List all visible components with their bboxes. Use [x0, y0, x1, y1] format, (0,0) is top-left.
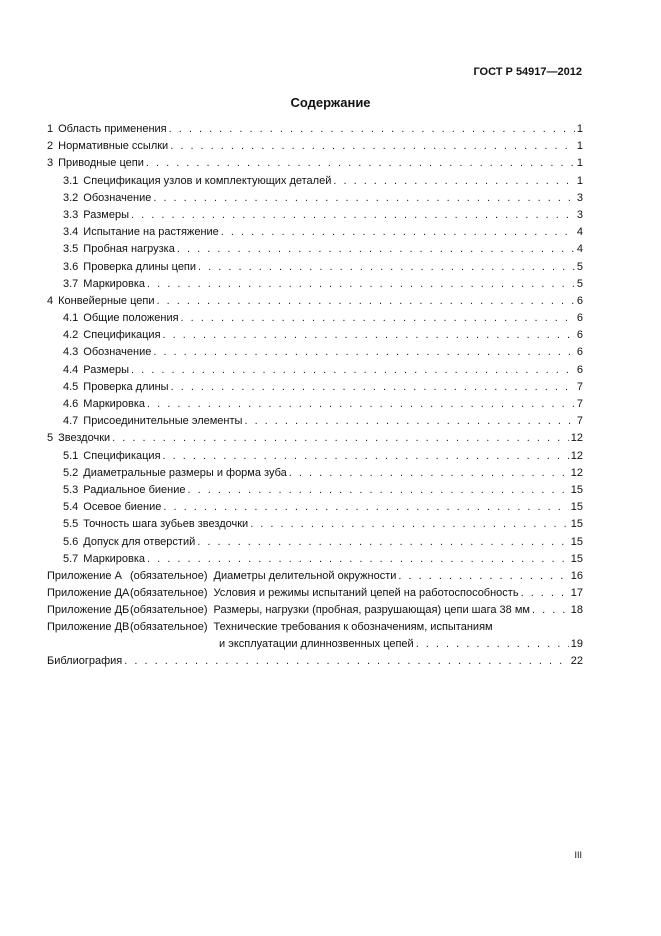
page-number: 7: [576, 415, 583, 428]
toc-entry[interactable]: [47, 138, 583, 155]
leader-dots: [124, 653, 569, 670]
document-standard-number: ГОСТ Р 54917—2012: [473, 66, 582, 78]
toc-entry-title: Область применения: [58, 123, 167, 135]
page-number: 6: [576, 294, 583, 307]
toc-entry-title: Нормативные ссылки: [58, 140, 169, 153]
page-number: 15: [570, 535, 583, 548]
toc-entry[interactable]: [47, 173, 583, 190]
toc-entry-title: Спецификация узлов и комплектующих деталей: [83, 174, 332, 187]
appendix-label: Приложение А: [47, 569, 122, 582]
bibliography-title: Библиография: [47, 655, 123, 668]
toc-entry-title: Присоединительные элементы: [83, 415, 243, 428]
leader-dots: [170, 138, 575, 155]
toc-entry-number: 3.3: [63, 208, 79, 221]
toc-entry-title: Размеры: [83, 363, 130, 376]
leader-dots: [171, 379, 575, 396]
toc-entry[interactable]: [47, 241, 583, 258]
toc-entry-title: Допуск для отверстий: [83, 535, 196, 548]
page-number: 1: [576, 174, 583, 187]
leader-dots: [181, 310, 575, 327]
page-number: 6: [576, 363, 583, 376]
leader-dots: [146, 155, 575, 172]
page-number: 1: [576, 157, 583, 170]
toc-entry[interactable]: [47, 430, 583, 447]
leader-dots: [112, 430, 569, 447]
toc-entry-number: 3.4: [63, 226, 79, 239]
toc-appendix[interactable]: [47, 585, 583, 602]
page-number: 4: [576, 243, 583, 256]
leader-dots: [153, 344, 575, 361]
appendix-label: Приложение ДБ: [47, 604, 130, 617]
toc-entry-number: 3: [47, 157, 54, 170]
toc-entry-title: Осевое биение: [83, 501, 162, 514]
toc-entry-number: 4.4: [63, 363, 79, 376]
toc-entry[interactable]: [47, 155, 583, 172]
toc-sections: [47, 121, 583, 568]
toc-entry-title: Спецификация: [83, 449, 161, 462]
toc-entry-number: 4.5: [63, 380, 79, 393]
leader-dots: [177, 241, 575, 258]
appendix-title: Размеры, нагрузки (пробная, разрушающая) цепи шага 38 мм: [213, 604, 530, 617]
toc-entry-title: Радиальное биение: [83, 483, 186, 496]
leader-dots: [163, 327, 575, 344]
leader-dots: [289, 465, 569, 482]
appendix-label: Приложение ДВ: [47, 621, 130, 634]
toc-entry-number: 3.1: [63, 174, 79, 187]
toc-entry-number: 5.1: [63, 449, 79, 462]
toc-entry-title: Общие положения: [83, 312, 179, 325]
appendix-label: Приложение ДА: [47, 587, 130, 600]
toc-entry-number: 5: [47, 432, 54, 445]
toc-entry[interactable]: [47, 534, 583, 551]
toc-entry-title: Пробная нагрузка: [83, 243, 175, 256]
leader-dots: [147, 396, 575, 413]
toc-entry-number: 3.6: [63, 260, 79, 273]
toc-entry-number: 2: [47, 140, 54, 153]
appendix-status: (обязательное): [130, 621, 208, 634]
toc-entry[interactable]: [47, 551, 583, 568]
toc-entry-title: Проверка длины цепи: [83, 260, 197, 273]
leader-dots: [198, 259, 575, 276]
page-number: 22: [570, 655, 583, 668]
page-number: 15: [570, 483, 583, 496]
leader-dots: [416, 636, 569, 653]
toc-entry-title: Испытание на растяжение: [83, 226, 219, 239]
toc-entry-title: Размеры: [83, 208, 130, 221]
page-number: 19: [570, 638, 583, 651]
leader-dots: [398, 568, 568, 585]
toc-entry[interactable]: [47, 207, 583, 224]
toc-entry-title: Диаметральные размеры и форма зуба: [83, 466, 287, 479]
toc-entry[interactable]: [47, 310, 583, 327]
leader-dots: [197, 534, 569, 551]
toc-entry-title: Точность шага зубьев звездочки: [83, 518, 249, 531]
leader-dots: [532, 602, 569, 619]
toc-entry[interactable]: [47, 190, 583, 207]
toc-entry-title: Приводные цепи: [58, 157, 144, 170]
leader-dots: [131, 362, 575, 379]
toc-entry[interactable]: [47, 396, 583, 413]
toc-entry-number: 4.6: [63, 398, 79, 410]
toc-entry-number: 4: [47, 294, 54, 307]
toc-entry[interactable]: [47, 276, 583, 293]
table-of-contents: [47, 121, 583, 671]
toc-entry-number: 5.5: [63, 518, 79, 531]
leader-dots: [163, 499, 568, 516]
toc-entry-number: 3.5: [63, 243, 79, 256]
leader-dots: [333, 173, 575, 190]
page-number: 7: [576, 398, 583, 410]
leader-dots: [147, 276, 575, 293]
leader-dots: [244, 413, 574, 430]
page-number: 6: [576, 312, 583, 325]
leader-dots: [163, 448, 569, 465]
toc-entry-title: Проверка длины: [83, 380, 169, 393]
page-number: 12: [570, 432, 583, 445]
page-number: 15: [570, 501, 583, 514]
page-number: 4: [576, 226, 583, 239]
toc-entry[interactable]: [47, 413, 583, 430]
toc-entry-number: 3.7: [63, 277, 79, 290]
page-number: 3: [576, 191, 583, 204]
leader-dots: [131, 207, 575, 224]
page-number: 3: [576, 208, 583, 221]
page-number: 5: [576, 260, 583, 273]
toc-entry-number: 4.1: [63, 312, 79, 325]
leader-dots: [169, 121, 575, 138]
toc-entry[interactable]: [47, 482, 583, 499]
leader-dots: [221, 224, 575, 241]
page-number: 18: [570, 604, 583, 617]
page-number: 6: [576, 346, 583, 359]
toc-entry[interactable]: [47, 259, 583, 276]
toc-entry[interactable]: [47, 362, 583, 379]
page-number: 15: [570, 552, 583, 565]
leader-dots: [250, 516, 569, 533]
toc-entry-title: Маркировка: [83, 277, 146, 290]
toc-entry[interactable]: [47, 379, 583, 396]
leader-dots: [153, 190, 575, 207]
toc-entry-title: Обозначение: [83, 346, 152, 359]
toc-entry-title: Конвейерные цепи: [58, 294, 155, 307]
appendix-title: Диаметры делительной окружности: [213, 569, 397, 582]
leader-dots: [147, 551, 569, 568]
page-number: 7: [576, 380, 583, 393]
toc-entry-number: 5.2: [63, 466, 79, 479]
page-title: Содержание: [290, 95, 371, 110]
page-number: 5: [576, 277, 583, 290]
leader-dots: [157, 293, 575, 310]
toc-appendix[interactable]: [47, 602, 583, 619]
toc-entry-number: 4.7: [63, 415, 79, 428]
leader-dots: [187, 482, 568, 499]
toc-entry-title: Спецификация: [83, 329, 161, 342]
toc-entry-number: 5.7: [63, 552, 79, 565]
leader-dots: [521, 585, 569, 602]
appendix-status: (обязательное): [130, 569, 208, 582]
page-number: 6: [576, 329, 583, 342]
appendix-title: Условия и режимы испытаний цепей на работоспособность: [213, 587, 519, 600]
toc-entry[interactable]: [47, 224, 583, 241]
toc-entry-number: 1: [47, 123, 54, 135]
page-number: 1: [576, 140, 583, 153]
toc-entry-number: 5.6: [63, 535, 79, 548]
toc-entry[interactable]: [47, 121, 583, 138]
toc-appendix-dv[interactable]: [47, 619, 583, 653]
toc-entry-number: 5.3: [63, 483, 79, 496]
toc-entry[interactable]: [47, 516, 583, 533]
appendix-title-line2: и эксплуатации длиннозвенных цепей: [219, 638, 414, 651]
toc-entry-number: 3.2: [63, 191, 79, 204]
page-footer-number: III: [574, 850, 582, 860]
page-number: 1: [576, 123, 583, 135]
toc-entry[interactable]: [47, 344, 583, 361]
toc-entry[interactable]: [47, 448, 583, 465]
page-number: 12: [570, 466, 583, 479]
toc-entry-number: 4.2: [63, 329, 79, 342]
toc-entry[interactable]: [47, 465, 583, 482]
toc-entry-number: 5.4: [63, 501, 79, 514]
page-number: 15: [570, 518, 583, 531]
toc-entry-title: Звездочки: [58, 432, 111, 445]
toc-entry-title: Маркировка: [83, 552, 146, 565]
toc-entry[interactable]: [47, 293, 583, 310]
toc-appendices: [47, 568, 583, 620]
appendix-title-line1: Технические требования к обозначениям, испытаниям: [213, 621, 493, 634]
toc-entry[interactable]: [47, 499, 583, 516]
appendix-status: (обязательное): [130, 604, 208, 617]
page-number: 12: [570, 449, 583, 462]
page-number: 16: [570, 569, 583, 582]
toc-appendix[interactable]: [47, 568, 583, 585]
toc-entry-title: Маркировка: [83, 398, 146, 410]
toc-entry-title: Обозначение: [83, 191, 152, 204]
page-number: 17: [570, 587, 583, 600]
toc-entry[interactable]: [47, 327, 583, 344]
toc-bibliography[interactable]: [47, 653, 583, 670]
toc-entry-number: 4.3: [63, 346, 79, 359]
appendix-status: (обязательное): [130, 587, 208, 600]
